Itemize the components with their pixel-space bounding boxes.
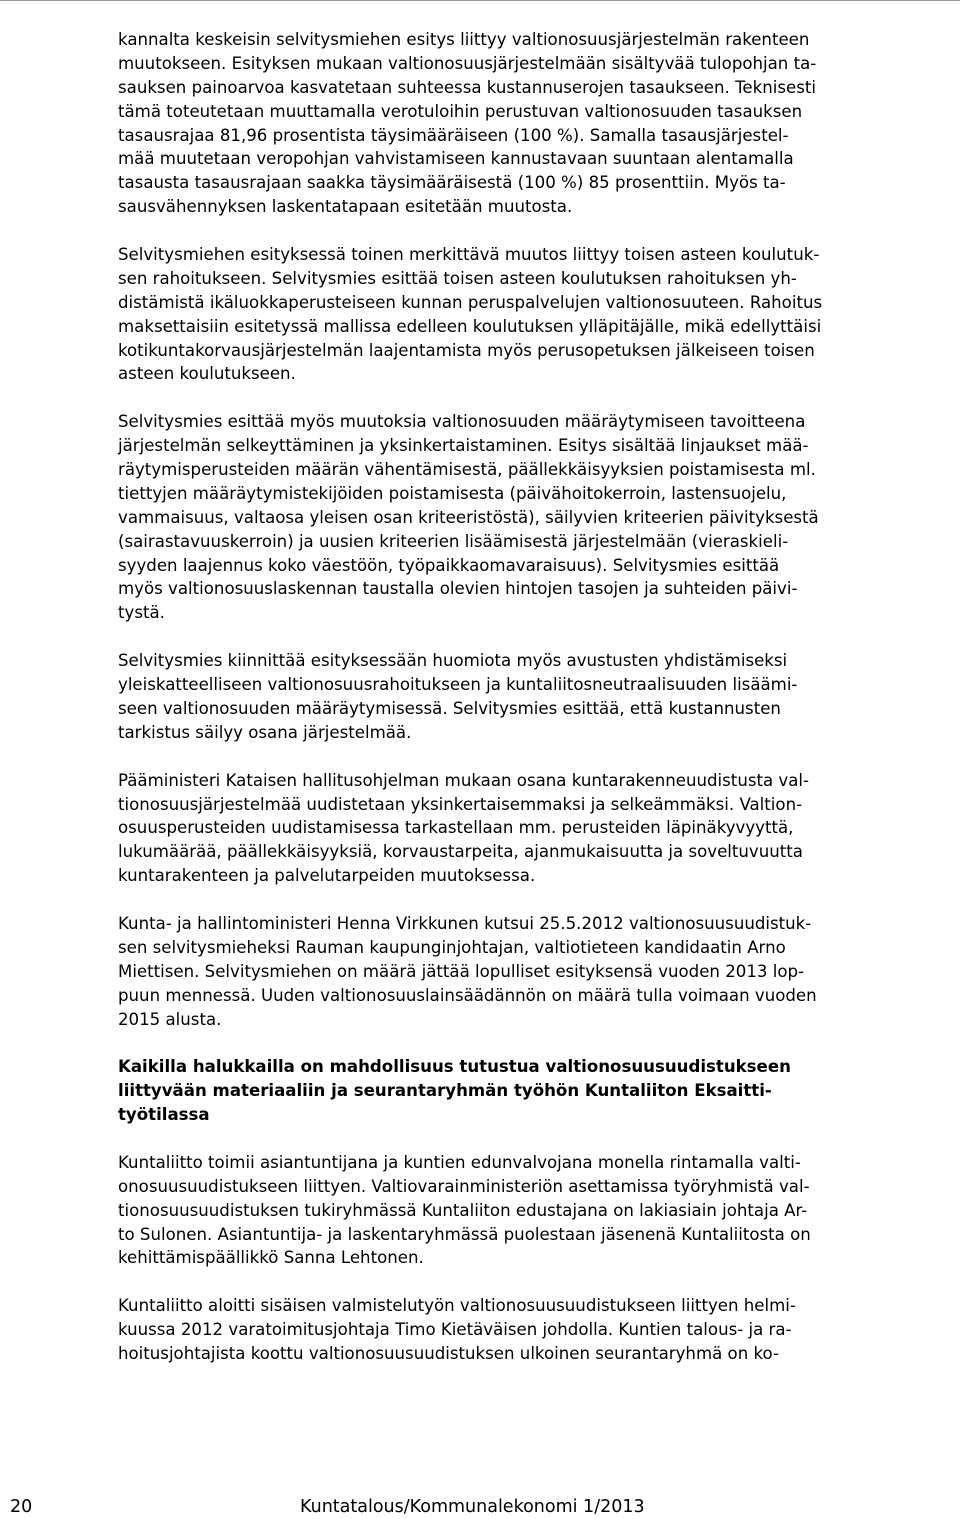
- paragraph: [118, 1294, 954, 1366]
- text-line: puun mennessä. Uuden valtionosuuslainsäädännön on määrä tulla voimaan vuoden: [118, 985, 817, 1005]
- paragraph: [118, 649, 954, 745]
- text-line: järjestelmän selkeyttäminen ja yksinkertaistaminen. Esitys sisältää linjaukset mää-: [118, 436, 809, 456]
- text-line: Miettisen. Selvitysmiehen on määrä jättää lopulliset esityksensä vuoden 2013 lop-: [118, 961, 804, 981]
- text-line: hoitusjohtajista koottu valtionosuusuudistuksen ulkoinen seurantaryhmä on ko-: [118, 1343, 779, 1363]
- text-line: to Sulonen. Asiantuntija- ja laskentaryhmässä puolestaan jäsenenä Kuntaliitosta on: [118, 1224, 811, 1244]
- text-line: sauksen painoarvoa kasvatetaan suhteessa kustannuserojen tasaukseen. Teknisesti: [118, 77, 816, 97]
- paragraph: [118, 769, 954, 888]
- text-line: osuusperusteiden uudistamisessa tarkastellaan mm. perusteiden läpinäkyvyyttä,: [118, 818, 794, 838]
- heading-line: Kaikilla halukkailla on mahdollisuus tutustua valtionosuusuudistukseen: [118, 1057, 791, 1077]
- text-line: Pääministeri Kataisen hallitusohjelman mukaan osana kuntarakenneuudistusta val-: [118, 770, 810, 790]
- text-line: muutokseen. Esityksen mukaan valtionosuusjärjestelmään sisältyvää tulopohjan ta-: [118, 53, 817, 73]
- top-rule: [0, 0, 960, 1]
- text-line: tarkistus säilyy osana järjestelmää.: [118, 722, 412, 742]
- text-line: Kunta- ja hallintoministeri Henna Virkkunen kutsui 25.5.2012 valtionosuusuudistuk-: [118, 913, 812, 933]
- text-line: lukumäärää, päällekkäisyyksiä, korvaustarpeita, ajanmukaisuutta ja soveltuvuutta: [118, 842, 803, 862]
- text-line: mää muutetaan veropohjan vahvistamiseen kannustavaan suuntaan alentamalla: [118, 149, 794, 169]
- text-line: tiettyjen määräytymistekijöiden poistamisesta (päivähoitokerroin, lastensuojelu,: [118, 483, 787, 503]
- text-line: tämä toteutetaan muuttamalla verotuloihin perustuvan valtionosuuden tasauksen: [118, 101, 803, 121]
- text-line: Kuntaliitto aloitti sisäisen valmistelutyön valtionosuusuudistukseen liittyen helmi-: [118, 1296, 796, 1316]
- paragraph: [118, 243, 954, 386]
- text-line: 2015 alusta.: [118, 1009, 222, 1029]
- paragraph: [118, 912, 954, 1031]
- text-line: tionosuusuudistuksen tukiryhmässä Kuntaliiton edustajana on lakiasiain johtaja Ar-: [118, 1200, 808, 1220]
- text-line: Selvitysmies esittää myös muutoksia valtionosuuden määräytymiseen tavoitteena: [118, 412, 806, 432]
- text-line: kehittämispäällikkö Sanna Lehtonen.: [118, 1248, 424, 1268]
- heading-line: työtilassa: [118, 1105, 210, 1125]
- text-line: räytymisperusteiden määrän vähentämisestä, päällekkäisyyksien poistamisesta ml.: [118, 460, 816, 480]
- text-line: tionosuusjärjestelmää uudistetaan yksinkertaisemmaksi ja selkeämmäksi. Valtion-: [118, 794, 803, 814]
- paragraph: [118, 28, 954, 219]
- text-line: tasausrajaa 81,96 prosentista täysimääräiseen (100 %). Samalla tasausjärjestel-: [118, 125, 789, 145]
- text-line: kannalta keskeisin selvitysmiehen esitys liittyy valtionosuusjärjestelmän rakenteen: [118, 30, 810, 49]
- text-line: (sairastavuuskerroin) ja uusien kriteerien lisäämisestä järjestelmään (vieraskieli-: [118, 531, 789, 551]
- text-line: tasausta tasausrajaan saakka täysimääräisestä (100 %) 85 prosenttiin. Myös ta-: [118, 173, 786, 193]
- text-line: kotikuntakorvausjärjestelmän laajentamista myös perusopetuksen jälkeiseen toisen: [118, 340, 815, 360]
- text-line: yleiskatteelliseen valtionosuusrahoitukseen ja kuntaliitosneutraalisuuden lisäämi-: [118, 675, 798, 695]
- text-line: Kuntaliitto toimii asiantuntijana ja kuntien edunvalvojana monella rintamalla valti-: [118, 1152, 801, 1172]
- section-heading: [118, 1055, 954, 1127]
- paragraph: [118, 1151, 954, 1270]
- text-line: distämistä ikäluokkaperusteiseen kunnan peruspalvelujen valtionosuuteen. Rahoitus: [118, 292, 823, 312]
- text-line: sausvähennyksen laskentatapaan esitetään muutosta.: [118, 197, 573, 217]
- text-line: Selvitysmiehen esityksessä toinen merkittävä muutos liittyy toisen asteen koulutuk-: [118, 245, 820, 265]
- text-line: Selvitysmies kiinnittää esityksessään huomiota myös avustusten yhdistämiseksi: [118, 651, 788, 671]
- text-line: kuntarakenteen ja palvelutarpeiden muutoksessa.: [118, 866, 536, 886]
- text-line: tystä.: [118, 603, 165, 623]
- text-line: kuussa 2012 varatoimitusjohtaja Timo Kietäväisen johdolla. Kuntien talous- ja ra-: [118, 1320, 792, 1340]
- text-line: maksettaisiin esitetyssä mallissa edelleen koulutuksen ylläpitäjälle, mikä edellyttäisi: [118, 316, 822, 336]
- footer-page-number: 20: [10, 1497, 33, 1517]
- heading-line: liittyvään materiaaliin ja seurantaryhmän työhön Kuntaliiton Eksaitti-: [118, 1081, 772, 1101]
- page-body: [118, 28, 954, 1390]
- footer-publication: Kuntatalous/Kommunalekonomi 1/2013: [300, 1497, 645, 1517]
- text-line: onosuusuudistukseen liittyen. Valtiovarainministeriön asettamissa työryhmistä val-: [118, 1176, 810, 1196]
- text-line: asteen koulutukseen.: [118, 364, 296, 384]
- text-line: sen rahoitukseen. Selvitysmies esittää toisen asteen koulutuksen rahoituksen yh-: [118, 268, 797, 288]
- text-line: vammaisuus, valtaosa yleisen osan kriteeristöstä), säilyvien kriteerien päivityksestä: [118, 507, 819, 527]
- paragraph: [118, 410, 954, 625]
- text-line: seen valtionosuuden määräytymisessä. Selvitysmies esittää, että kustannusten: [118, 698, 781, 718]
- text-line: myös valtionosuuslaskennan taustalla olevien hintojen tasojen ja suhteiden päivi-: [118, 579, 798, 599]
- text-line: syyden laajennus koko väestöön, työpaikkaomavaraisuus). Selvitysmies esittää: [118, 555, 780, 575]
- text-line: sen selvitysmieheksi Rauman kaupunginjohtajan, valtiotieteen kandidaatin Arno: [118, 937, 786, 957]
